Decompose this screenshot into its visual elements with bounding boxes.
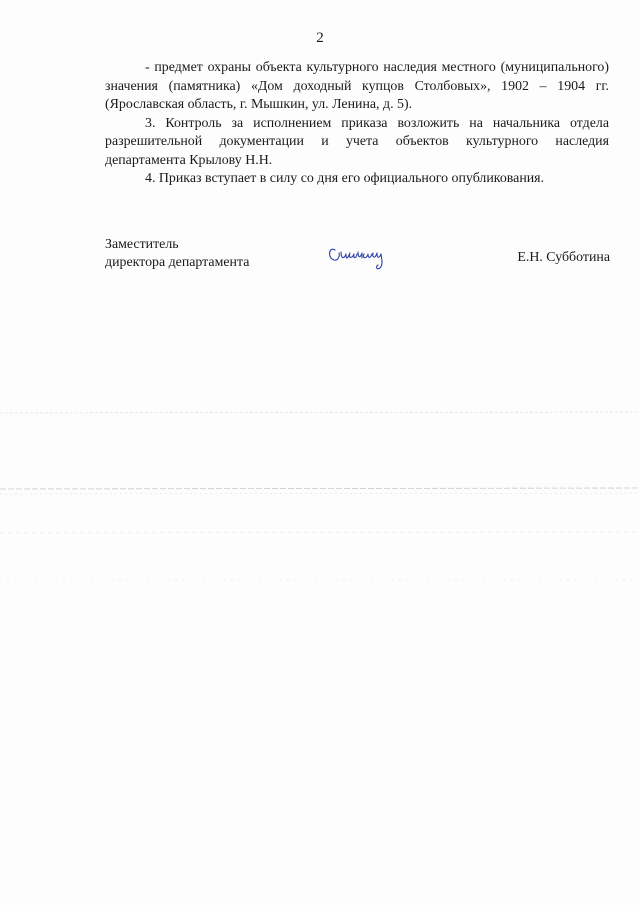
signatory-title-line1: Заместитель bbox=[105, 237, 179, 252]
page-number: 2 bbox=[316, 30, 324, 46]
handwritten-signature bbox=[325, 238, 405, 272]
signatory-name: Е.Н. Субботина bbox=[517, 250, 610, 265]
paragraph-effective-date: 4. Приказ вступает в силу со дня его официального опубликования. bbox=[145, 171, 545, 186]
document-body bbox=[105, 59, 609, 189]
paragraph-protection-subject: - предмет охраны объекта культурного наследия местного (муниципального) значения (памятника) «Дом доходный купцов Столбовых», 1902 – 1904 гг. (Ярославская область, г. Мышкин, ул. Ленина, д. 5). bbox=[105, 60, 609, 112]
signature-block bbox=[105, 236, 610, 276]
paragraph-control: 3. Контроль за исполнением приказа возложить на начальника отдела разрешительной документации и учета объектов культурного наследия департамента Крылову Н.Н. bbox=[105, 115, 609, 168]
signatory-title bbox=[105, 236, 249, 272]
signatory-title-line2: директора департамента bbox=[105, 255, 250, 270]
